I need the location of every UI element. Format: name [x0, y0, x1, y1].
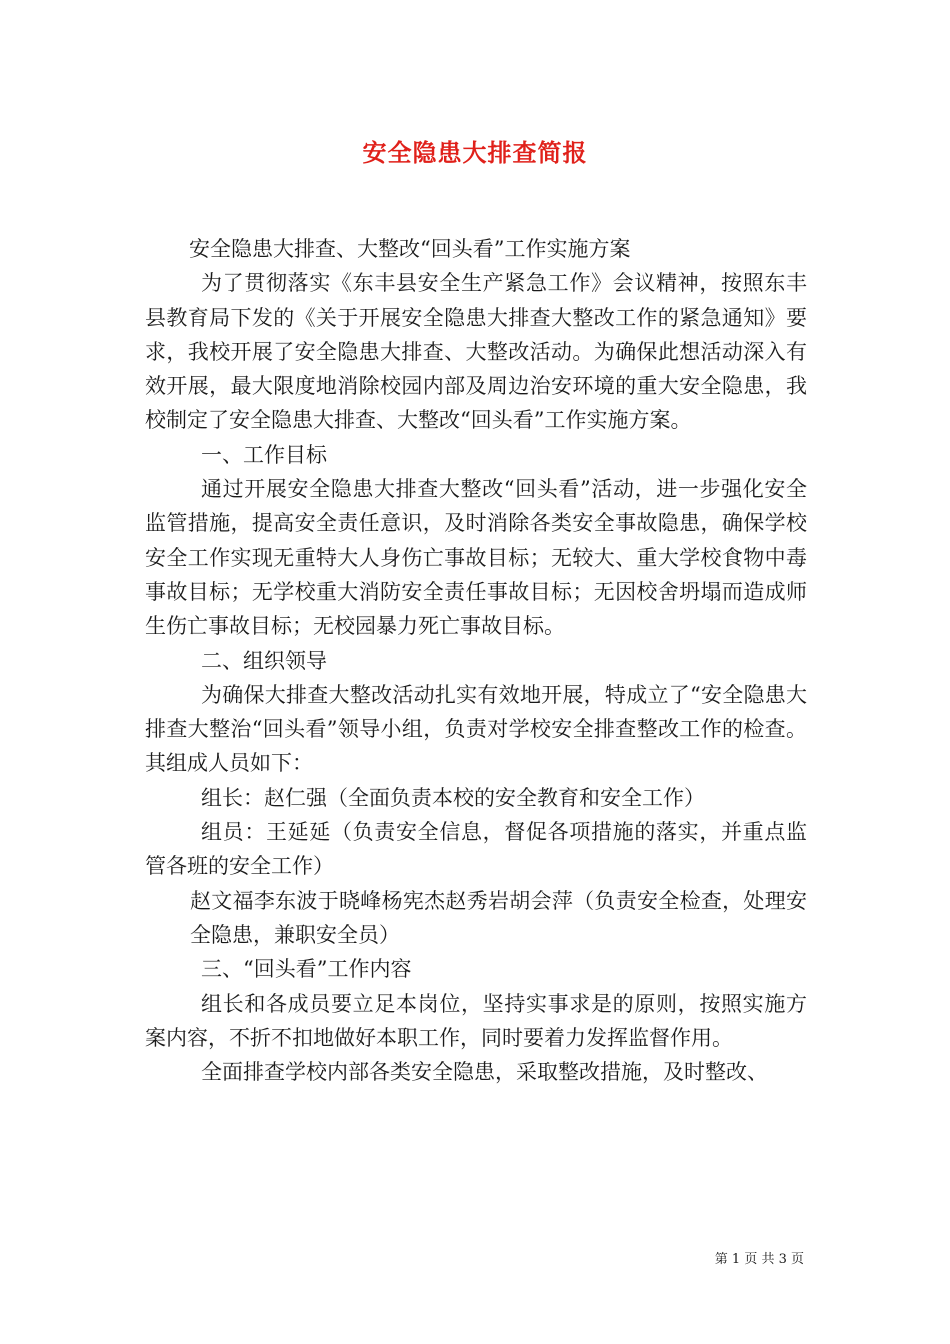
section-heading-leadership: 二、组织领导: [201, 648, 327, 673]
group-leader-line: 组长：赵仁强（全面负责本校的安全教育和安全工作）: [201, 785, 705, 810]
page-number: 第 1 页 共 3 页: [714, 1252, 804, 1267]
plan-heading: 安全隐患大排查、大整改“回头看”工作实施方案: [189, 237, 631, 261]
section-heading-goals: 一、工作目标: [201, 442, 327, 467]
leadership-paragraph: 为确保大排查大整改活动扎实有效地开展，特成立了“安全隐患大排查大整治“回头看”领导小组，负责对学校安全排查整改工作的检查。其组成人员如下：: [145, 682, 807, 776]
goals-paragraph: 通过开展安全隐患大排查大整改“回头看”活动，进一步强化安全监管措施，提高安全责任意识，及时消除各类安全事故隐患，确保学校安全工作实现无重特大人身伤亡事故目标；无较大、重大学校食物中毒事故目标；无学校重大消防安全责任事故目标；无因校舍坍塌而造成师生伤亡事故目标；无校园暴力死亡事故目标。: [145, 477, 807, 639]
inspectors-line: 赵文福李东波于晓峰杨宪杰赵秀岩胡会萍（负责安全检查，处理安全隐患，兼职安全员）: [190, 888, 807, 947]
intro-paragraph: 为了贯彻落实《东丰县安全生产紧急工作》会议精神，按照东丰县教育局下发的《关于开展安全隐患大排查大整改工作的紧急通知》要求，我校开展了安全隐患大排查、大整改活动。为确保此想活动深入有效开展，最大限度地消除校园内部及周边治安环境的重大安全隐患，我校制定了安全隐患大排查、大整改“回头看”工作实施方案。: [145, 271, 807, 433]
inspection-paragraph: 全面排查学校内部各类安全隐患，采取整改措施，及时整改、: [201, 1060, 768, 1085]
section-heading-review: 三、“回头看”工作内容: [201, 957, 412, 982]
review-paragraph: 组长和各成员要立足本岗位，坚持实事求是的原则，按照实施方案内容，不折不扣地做好本职工作，同时要着力发挥监督作用。: [145, 991, 807, 1050]
document-title: 安全隐患大排查简报: [362, 138, 588, 167]
group-members-line: 组员：王延延（负责安全信息，督促各项措施的落实，并重点监管各班的安全工作）: [145, 820, 807, 879]
document-body: [145, 232, 807, 1089]
